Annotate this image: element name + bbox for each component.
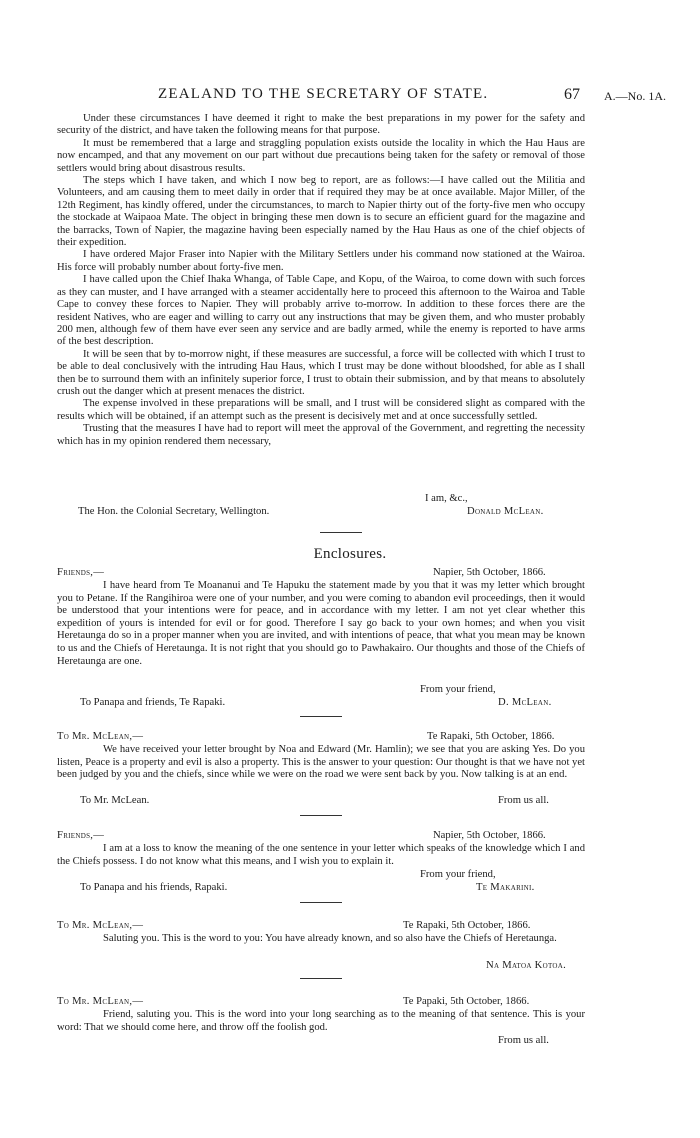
enclosure-salutation: To Mr. McLean,— [57, 996, 144, 1007]
document-reference: A.—No. 1A. [604, 89, 666, 103]
enclosure-place-date: Te Papaki, 5th October, 1866. [403, 996, 530, 1007]
page-number: 67 [564, 86, 580, 103]
section-divider [300, 815, 342, 816]
enclosures-heading: Enclosures. [313, 546, 387, 562]
enclosure-place-date: Te Rapaki, 5th October, 1866. [427, 731, 555, 742]
enclosure-body [57, 933, 585, 946]
enclosure-addressee: To Panapa and his friends, Rapaki. [80, 882, 228, 893]
letter-addressee: The Hon. the Colonial Secretary, Wellington. [78, 506, 270, 517]
enclosure-place-date: Napier, 5th October, 1866. [433, 830, 546, 841]
enclosure-paragraph: I am at a loss to know the meaning of the one sentence in your letter which speaks of the knowledge which I and the Chiefs possess. I do not know what this means, and I wish you to explain it. [57, 843, 585, 867]
enclosure-signature: From us all. [498, 795, 549, 806]
letter-body [57, 113, 585, 448]
enclosure-body [57, 1009, 585, 1034]
enclosure-paragraph: We have received your letter brought by Noa and Edward (Mr. Hamlin); we see that you are asking Yes. Do you listen, Peace is a property and evil is also a property. This is the answer to your question: Our thought is that we have not yet been judged by you and the chiefs, since while we were on the road we were sent back by you. Now talking is at an end. [57, 744, 585, 781]
enclosure-closing: From your friend, [420, 869, 496, 880]
enclosure-body [57, 580, 585, 668]
letter-paragraph: The expense involved in these preparations will be small, and I trust will be considered slight as compared with the results which will be obtained, if an attempt such as the present is decisively met and at once successfully settled. [57, 398, 585, 422]
letter-paragraph: Trusting that the measures I have had to report will meet the approval of the Government, and regretting the necessity which has in my opinion rendered them necessary, [57, 423, 585, 447]
enclosure-signature: From us all. [498, 1035, 549, 1046]
enclosure-closing: From your friend, [420, 684, 496, 695]
letter-paragraph: The steps which I have taken, and which I now beg to report, are as follows:—I have called out the Militia and Volunteers, and am causing them to meet daily in order that if required they may be at once available. Major Miller, of the 12th Regiment, has kindly offered, under the circumstances, to march to Napier thirty out of the forty-five men who occupy the stockade at Waipaoa Mate. The object in bringing these men down is to secure an efficient guard for the magazine and the barracks, Town of Napier, the magazine having been especially named by the Hau Haus as one of the chief objects of their expedition. [57, 175, 585, 249]
enclosure-place-date: Napier, 5th October, 1866. [433, 567, 546, 578]
enclosure-addressee: To Mr. McLean. [80, 795, 150, 806]
running-header-title: ZEALAND TO THE SECRETARY OF STATE. [158, 86, 489, 102]
section-divider [300, 902, 342, 903]
letter-paragraph: It will be seen that by to-morrow night, if these measures are successful, a force will be collected with which I trust to be able to deal conclusively with the intruding Hau Haus, which I trust may be done without bloodshed, for able as I shall then be to surround them with an infinitely superior force, I trust to obtain their submission, and by that means to absolutely crush out the danger which at present menaces the district. [57, 348, 585, 397]
enclosure-body [57, 744, 585, 782]
letter-paragraph: I have called upon the Chief Ihaka Whanga, of Table Cape, and Kopu, of the Wairoa, to come down with such forces as they can muster, and I have arranged with a steamer accidentally here to proceed this afternoon to the Wairoa and Table Cape to convey these forces to Napier. They will probably arrive to-morrow. In addition to these forces there are the resident Natives, who are eager and willing to carry out any instructions that may be given them, and who muster probably 200 men, although few of them have ever seen any service and are badly armed, while the enemy is reported to have arms of the best description. [57, 274, 585, 348]
enclosure-signature: Na Matoa Kotoa. [486, 960, 567, 971]
enclosure-body [57, 843, 585, 868]
enclosure-salutation: To Mr. McLean,— [57, 920, 144, 931]
section-divider [320, 532, 362, 533]
enclosure-place-date: Te Rapaki, 5th October, 1866. [403, 920, 531, 931]
enclosure-salutation: Friends,— [57, 830, 105, 841]
section-divider [300, 978, 342, 979]
enclosure-paragraph: Friend, saluting you. This is the word into your long searching as to the meaning of that sentence. This is your word: That we should come here, and throw off the foolish god. [57, 1009, 585, 1033]
enclosure-signature: D. McLean. [498, 697, 552, 708]
enclosure-addressee: To Panapa and friends, Te Rapaki. [80, 697, 226, 708]
letter-paragraph: It must be remembered that a large and straggling population exists outside the locality in which the Hau Haus are now encamped, and that any movement on our part without due precautions being taken for the safety or removal of those settlers would bring about disastrous results. [57, 137, 585, 174]
enclosure-salutation: To Mr. McLean,— [57, 731, 144, 742]
letter-paragraph: Under these circumstances I have deemed it right to make the best preparations in my power for the safety and security of the district, and have taken the following means for that purpose. [57, 113, 585, 137]
enclosure-signature: Te Makarini. [476, 882, 535, 893]
letter-signature: Donald McLean. [467, 506, 544, 517]
enclosure-paragraph: Saluting you. This is the word to you: You have already known, and so also have the Chiefs of Heretaunga. [103, 933, 557, 944]
letter-paragraph: I have ordered Major Fraser into Napier with the Military Settlers under his command now stationed at the Wairoa. His force will probably number about forty-five men. [57, 249, 585, 273]
letter-closing: I am, &c., [425, 493, 468, 504]
section-divider [300, 716, 342, 717]
enclosure-salutation: Friends,— [57, 567, 105, 578]
enclosure-paragraph: I have heard from Te Moananui and Te Hapuku the statement made by you that it was my letter which brought you to Petane. If the Rangihiroa were one of your number, and you were coming to abandon evil proceedings, then it would be understood that your intentions were for peace, and in accordance with my letter. I am not yet clear whether this expedition of yours is intended for evil or for good. Therefore I say go back to your own homes; and when you visit Heretaunga do so in a proper manner when you are invited, and with intentions of peace, that what you mean may be known to us and the Chiefs of Heretaunga. It is not right that you should go to Pawhakairo. Our thoughts and those of the Chiefs of Heretaunga are one. [57, 580, 585, 667]
